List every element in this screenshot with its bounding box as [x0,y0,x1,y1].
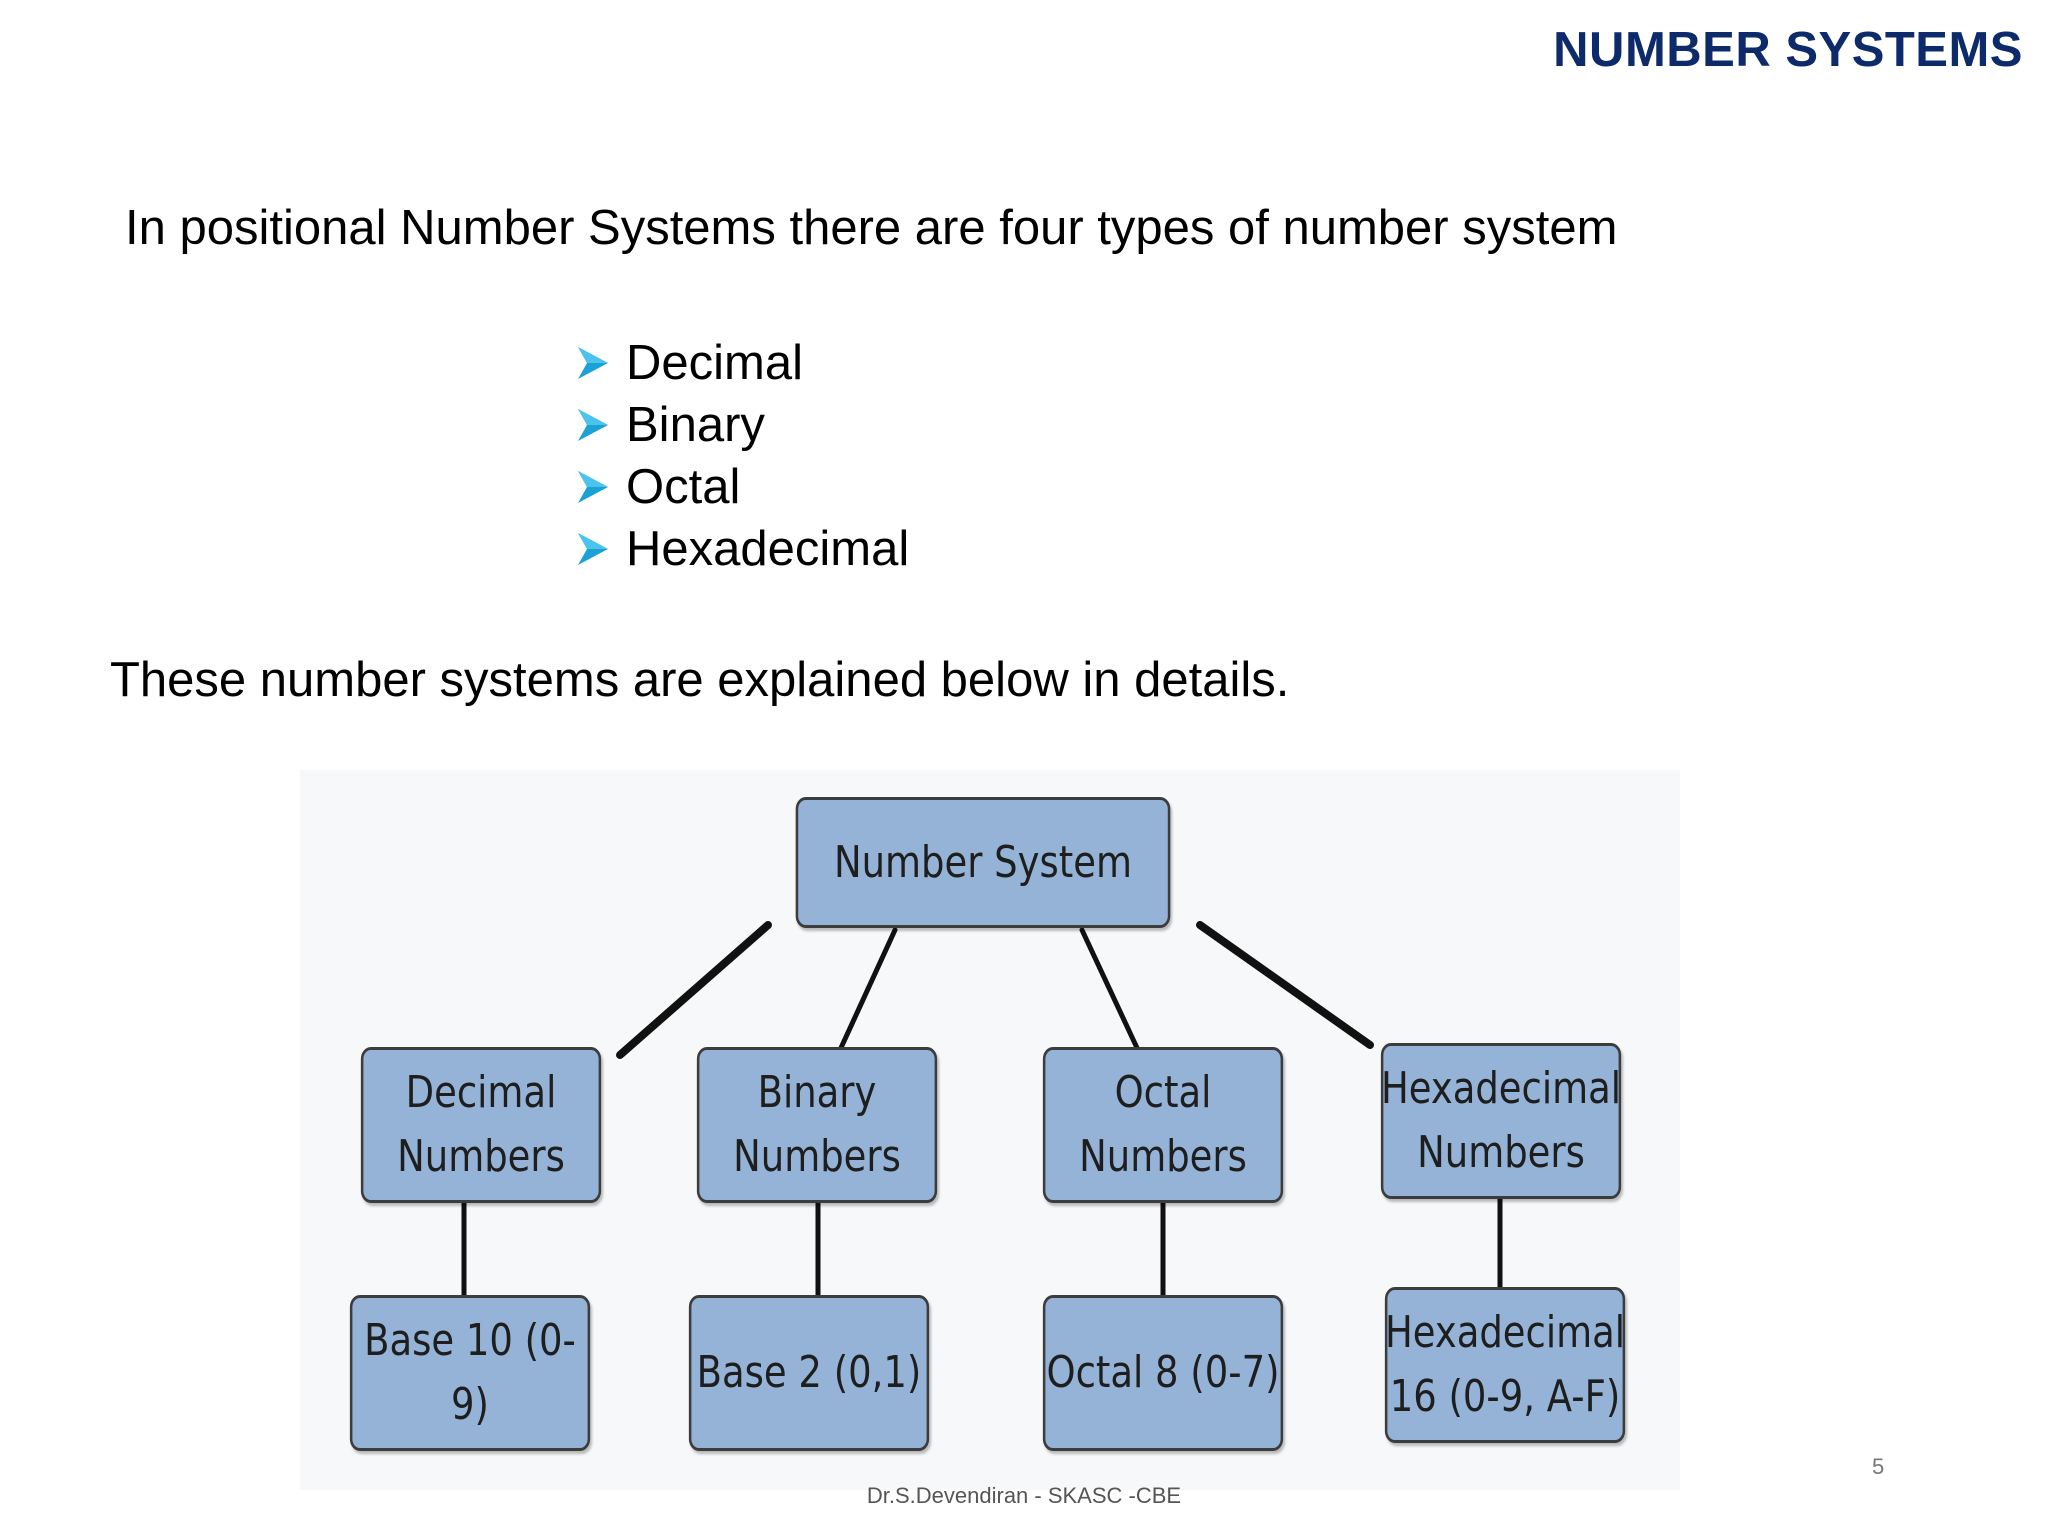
bullet-list [574,332,909,580]
bullet-label: Decimal [626,336,803,390]
slide-title: NUMBER SYSTEMS [1553,23,2023,77]
page-number: 5 [1872,1454,1885,1479]
node-hexadecimal-numbers: Hexadecimal Numbers [1381,1043,1621,1199]
node-octal-8: Octal 8 (0-7) [1043,1295,1283,1451]
connector-root-binary [840,930,895,1050]
intro-text: In positional Number Systems there are four types of number system [125,201,1618,255]
bullet-label: Binary [626,398,765,452]
node-octal-numbers: Octal Numbers [1043,1047,1283,1203]
number-system-diagram [300,770,1680,1490]
node-base-10: Base 10 (0-9) [350,1295,590,1451]
node-base-2: Base 2 (0,1) [689,1295,929,1451]
bullet-item [574,394,909,456]
arrowhead-bullet-icon [574,343,612,383]
node-number-system: Number System [796,797,1171,928]
arrowhead-bullet-icon [574,467,612,507]
bullet-item [574,518,909,580]
node-decimal-numbers: Decimal Numbers [361,1047,601,1203]
summary-text: These number systems are explained below in details. [110,653,1290,707]
footer-text: Dr.S.Devendiran - SKASC -CBE [866,1483,1182,1508]
arrowhead-bullet-icon [574,405,612,445]
node-binary-numbers: Binary Numbers [697,1047,937,1203]
connector-root-octal [1082,930,1138,1050]
bullet-label: Hexadecimal [626,522,910,576]
bullet-label: Octal [626,460,741,514]
node-hexadecimal-16: Hexadecimal 16 (0-9, A-F) [1385,1287,1625,1443]
connector-root-hex [1200,925,1370,1045]
bullet-item [574,456,909,518]
connector-root-decimal [620,925,768,1055]
bullet-item [574,332,909,394]
arrowhead-bullet-icon [574,529,612,569]
